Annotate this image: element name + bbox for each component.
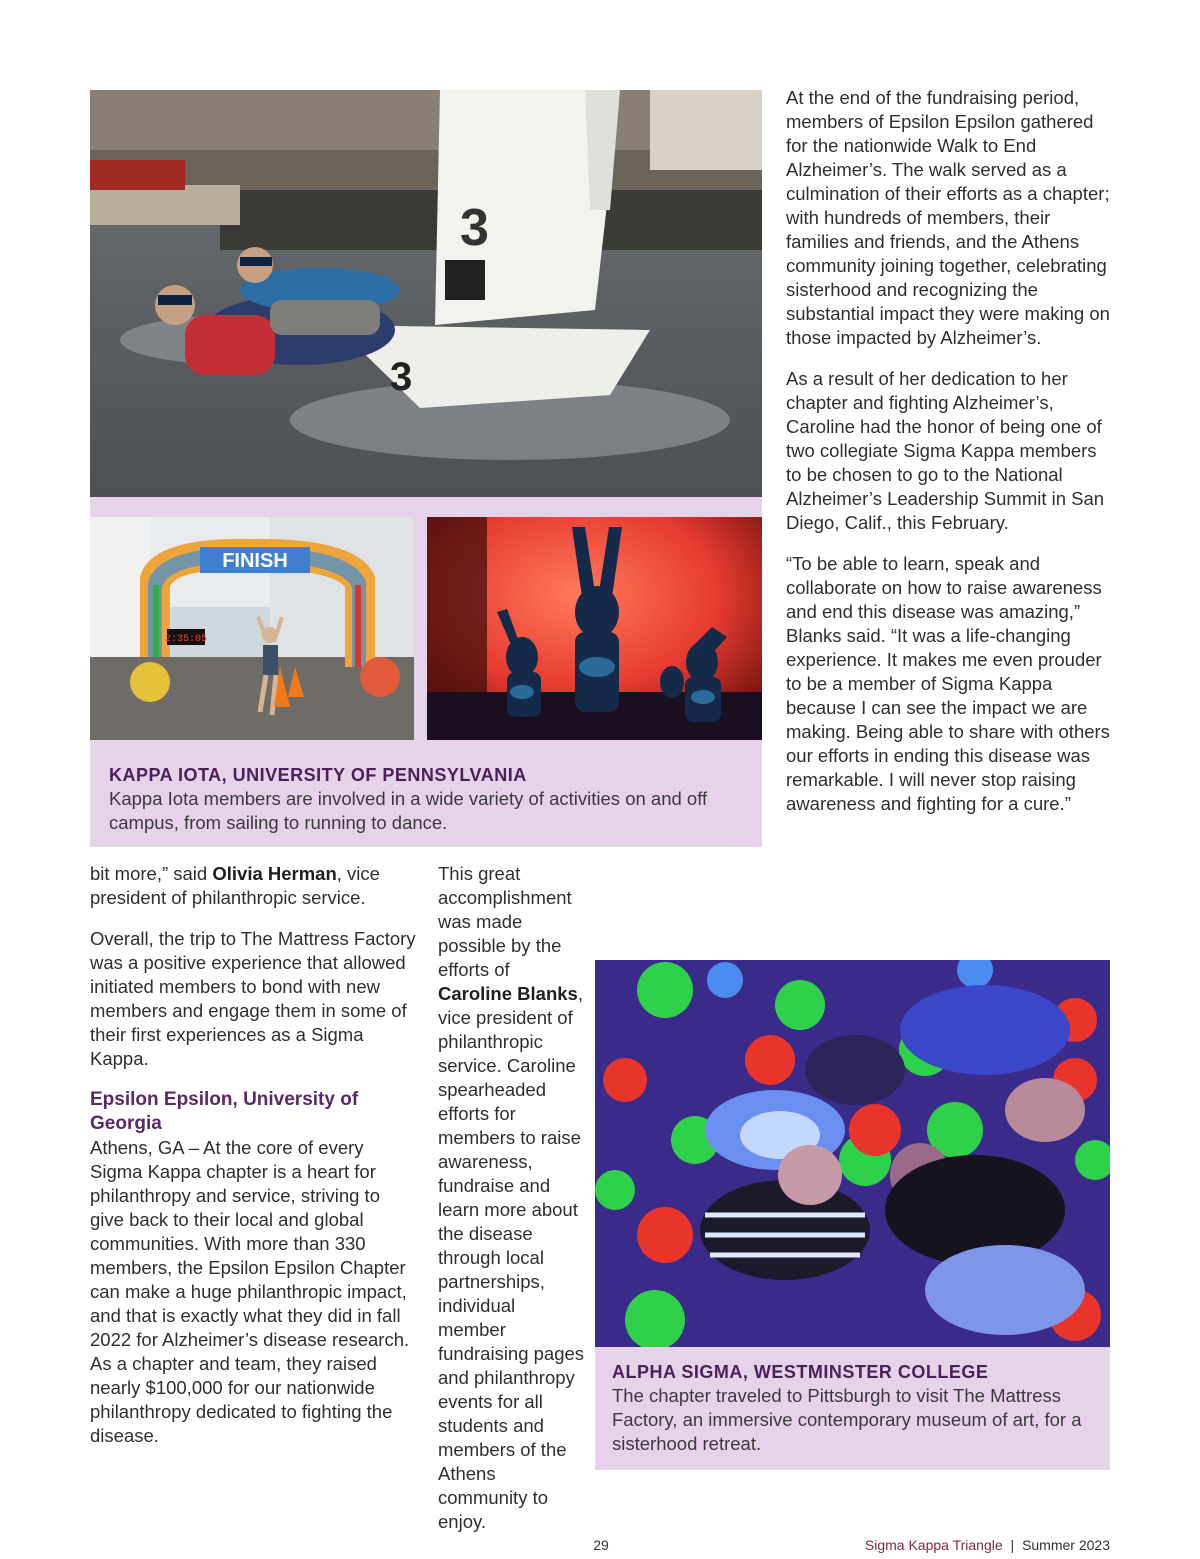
footer-publication [865, 1537, 1110, 1553]
herman-paragraph-start: bit more,” said [90, 863, 213, 884]
summit-paragraph: As a result of her dedication to her chapter and fighting Alzheimer’s, Caroline had the honor of being one of two collegiate Sigma Kappa members to be chosen to go to the National Alzheimer’s Leadership Summit in San Diego, Calif., this February. [786, 368, 1105, 533]
finish-line-photo [90, 517, 414, 740]
alpha-sigma-caption-box [595, 1347, 1110, 1470]
alpha-sigma-caption-text: The chapter traveled to Pittsburgh to visit The Mattress Factory, an immersive contemporary museum of art, for a sisterhood retreat. [612, 1385, 1082, 1454]
walk-paragraph: At the end of the fundraising period, members of Epsilon Epsilon gathered for the nationwide Walk to End Alzheimer’s. The walk served as a culmination of their efforts as a chapter; with hundreds of members, their families and friends, and the Athens community joining together, celebrating sisterhood and recognizing the substantial impact they were making on those impacted by Alzheimer’s. [786, 87, 1110, 348]
herman-paragraph [90, 862, 416, 910]
sailing-photo [90, 90, 762, 497]
kappa-iota-caption-text: Kappa Iota members are involved in a wide variety of activities on and off campus, from sailing to running to dance. [109, 788, 708, 833]
blanks-quote-paragraph: “To be able to learn, speak and collaborate on how to raise awareness and end this disease was amazing,” Blanks said. “It was a life-changing experience. It makes me even prouder to be a member of Sigma Kappa because I can see the impact we are making. Being able to share with others our efforts in ending this disease was remarkable. I will never stop raising awareness and fighting for a cure.” [786, 553, 1110, 814]
caroline-blanks-name: Caroline Blanks [438, 983, 578, 1004]
issue-label: Summer 2023 [1022, 1537, 1110, 1553]
herman-paragraph-end: , vice president of philanthropic service. [90, 863, 380, 908]
finish-banner-label: FINISH [222, 550, 288, 572]
mattress-factory-paragraph: Overall, the trip to The Mattress Factory was a positive experience that allowed initiated members to bond with new members and engage them in some of their first experiences as a Sigma Kappa. [90, 928, 416, 1069]
kappa-iota-caption-title: KAPPA IOTA, UNIVERSITY OF PENNSYLVANIA [109, 765, 527, 785]
dance-photo [427, 517, 762, 740]
caroline-paragraph-start: This great accomplishment was made possible by the efforts of [438, 863, 572, 980]
alpha-sigma-caption-title: ALPHA SIGMA, WESTMINSTER COLLEGE [612, 1362, 989, 1382]
magazine-title: Sigma Kappa Triangle [864, 1537, 1003, 1553]
page-number: 29 [593, 1537, 609, 1553]
left-column [90, 862, 416, 1448]
right-column [786, 86, 1112, 816]
olivia-herman-name: Olivia Herman [212, 863, 337, 884]
mattress-factory-photo [595, 960, 1110, 1347]
sail-number-label: 3 [460, 199, 489, 257]
caroline-paragraph-end: , vice president of philanthropic service. Caroline spearheaded efforts for members to raise awareness, fundraise and learn more about the disease through local partnerships, individual member fundraising pages and philanthropy events for all students and members of the Athens community to enjoy. [438, 983, 585, 1532]
athens-paragraph: Athens, GA – At the core of every Sigma Kappa chapter is a heart for philanthropy and service, striving to give back to their local and global communities. With more than 330 members, the Epsilon Epsilon Chapter can make a huge philanthropic impact, and that is exactly what they did in fall 2022 for Alzheimer’s disease research. As a chapter and team, they raised nearly $100,000 for our nationwide philanthropy dedicated to fighting the disease. [90, 1137, 410, 1446]
epsilon-epsilon-heading: Epsilon Epsilon, University of Georgia [90, 1089, 359, 1134]
footer-separator: | [1010, 1537, 1015, 1553]
hull-number-label: 3 [390, 355, 413, 399]
race-clock-label: 2:35:05 [164, 634, 208, 645]
